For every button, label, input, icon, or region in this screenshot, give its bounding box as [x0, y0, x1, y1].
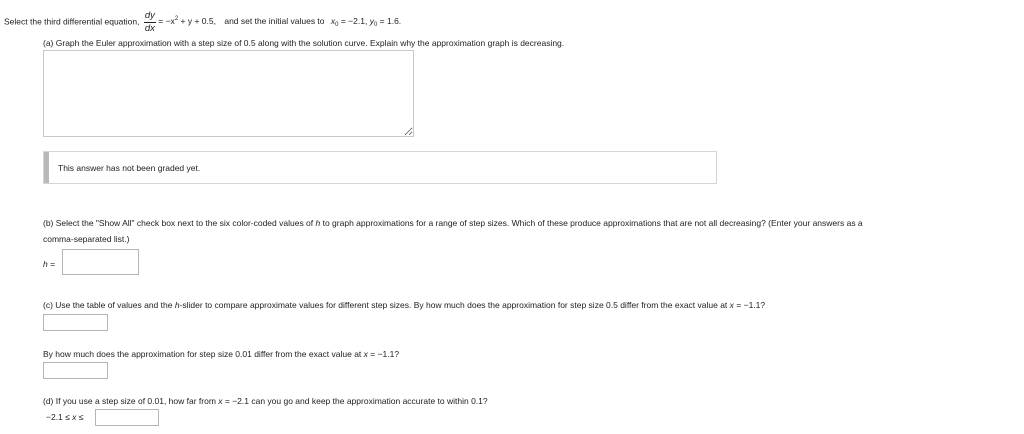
intro-middle: and set the initial values to [224, 16, 325, 27]
part-b-h-label: h = [43, 259, 56, 269]
part-c-question: (c) Use the table of values and the h-slider to compare approximate values for different step sizes. By how much does the approximation for step size 0.5 differ from the exact value at x = −1.1? [43, 300, 766, 310]
derivative-numerator: dy [144, 10, 155, 21]
part-b-h-input[interactable] [62, 249, 139, 275]
part-d-question: (d) If you use a step size of 0.01, how far from x = −2.1 can you go and keep the approximation accurate to within 0.1? [43, 396, 488, 406]
intro-line [4, 11, 401, 33]
equation-rhs: = $-x^2 + y + 0.5$, [158, 16, 216, 27]
part-a-question: (a) Graph the Euler approximation with a step size of 0.5 along with the solution curve. Explain why the approximation graph is decreasing. [43, 38, 565, 48]
part-c-question2: By how much does the approximation for step size 0.01 differ from the exact value at x = −1.1? [43, 349, 400, 359]
feedback-message: This answer has not been graded yet. [58, 163, 201, 173]
part-b-question-line1: (b) Select the "Show All" check box next to the six color-coded values of h to graph approximations for a range of step sizes. Which of these produce approximations that are not all decreasing? (Enter your answers as a [43, 218, 863, 228]
derivative-fraction [144, 11, 156, 33]
part-d-answer-input[interactable] [95, 409, 159, 426]
part-d-range-label: −2.1 ≤ x ≤ [46, 412, 84, 422]
derivative-denominator: dx [144, 22, 155, 34]
initial-y: $y_0 = 1.6$. [369, 16, 402, 29]
intro-prefix: Select the third differential equation, [4, 16, 140, 27]
initial-x: $x_0 = -2.1$, [330, 16, 370, 29]
part-a-answer-textarea[interactable] [43, 50, 414, 137]
part-c-answer2-input[interactable] [43, 362, 108, 379]
grading-feedback [43, 151, 717, 184]
feedback-accent-bar [44, 152, 49, 183]
part-c-answer1-input[interactable] [43, 314, 108, 331]
part-b-question-line2: comma-separated list.) [43, 234, 130, 244]
